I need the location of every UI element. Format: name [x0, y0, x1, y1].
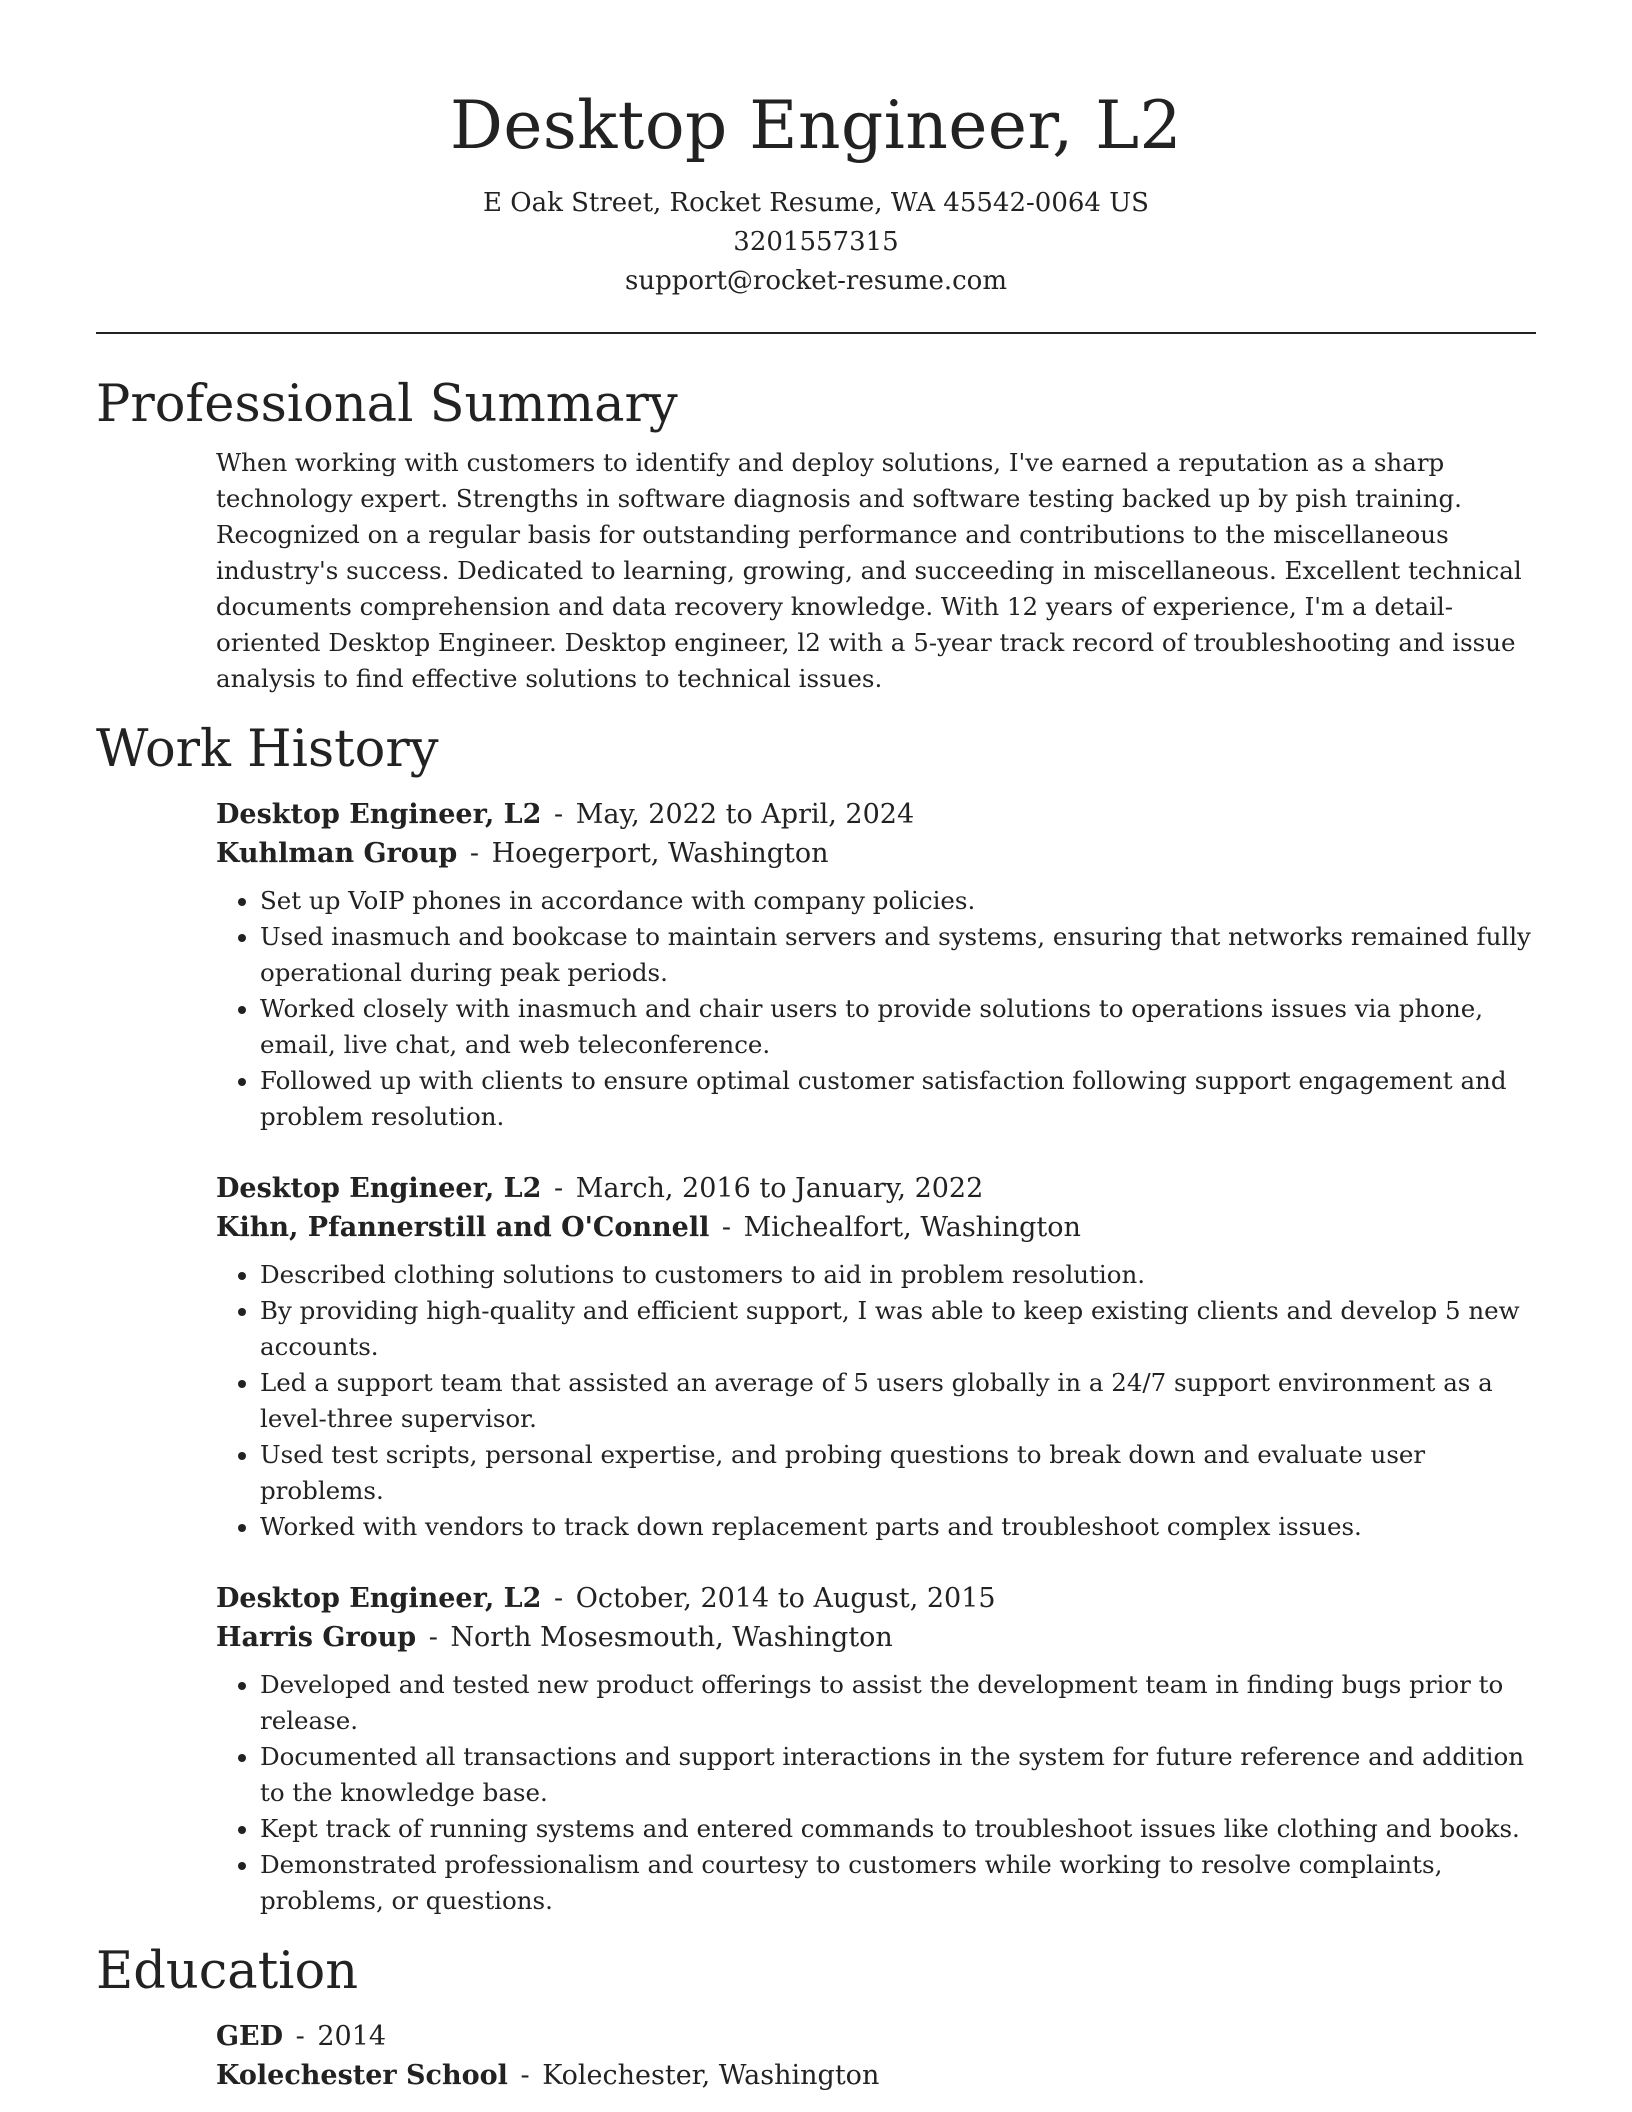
job-company: Kihn, Pfannerstill and O'Connell	[216, 1212, 710, 1243]
job-bullet: • Developed and tested new product offerings to assist the development team in finding bugs prior to release.	[260, 1667, 1536, 1739]
job-title-line: Desktop Engineer, L2 - May, 2022 to April, 2024	[216, 799, 915, 830]
job-dates: March, 2016 to January, 2022	[575, 1173, 984, 1204]
job-title: Desktop Engineer, L2	[216, 799, 542, 830]
job-dates: May, 2022 to April, 2024	[575, 799, 915, 830]
job-title-line: Desktop Engineer, L2 - March, 2016 to January, 2022	[216, 1173, 984, 1204]
job-bullet: • Documented all transactions and support interactions in the system for future reference and addition to the knowledge base.	[260, 1739, 1536, 1811]
job-bullet: • Described clothing solutions to customers to aid in problem resolution.	[260, 1257, 1536, 1293]
header-divider	[96, 332, 1536, 334]
job-location: Michealfort, Washington	[743, 1212, 1081, 1243]
job-entry	[216, 795, 1536, 1135]
job-company-line: Harris Group - North Mosesmouth, Washington	[216, 1622, 893, 1653]
job-bullet: • Set up VoIP phones in accordance with company policies.	[260, 883, 1536, 919]
contact-phone: 3201557315	[733, 227, 899, 257]
education-location: Kolechester, Washington	[542, 2060, 880, 2091]
job-title: Desktop Engineer, L2	[216, 1583, 542, 1614]
contact-block	[96, 184, 1536, 301]
education-section	[96, 1937, 1536, 2095]
job-bullet: • Worked with vendors to track down replacement parts and troubleshoot complex issues.	[260, 1509, 1536, 1545]
job-bullets	[216, 1667, 1536, 1919]
job-location: North Mosesmouth, Washington	[450, 1622, 893, 1653]
education-degree: GED	[216, 2021, 284, 2052]
work-history-section	[96, 715, 1536, 1919]
job-bullets	[216, 1257, 1536, 1545]
section-heading-education: Education	[96, 1942, 359, 2001]
job-dates: October, 2014 to August, 2015	[575, 1583, 996, 1614]
contact-email: support@rocket-resume.com	[624, 266, 1007, 296]
job-bullet: • Worked closely with inasmuch and chair users to provide solutions to operations issues via phone, email, live chat, and web teleconference.	[260, 991, 1536, 1063]
job-entry	[216, 1169, 1536, 1545]
job-company-line: Kuhlman Group - Hoegerport, Washington	[216, 838, 829, 869]
education-degree-line: GED - 2014	[216, 2021, 387, 2052]
job-bullet: • Used inasmuch and bookcase to maintain servers and systems, ensuring that networks remained fully operational during peak periods.	[260, 919, 1536, 991]
job-entry	[216, 1579, 1536, 1919]
education-entry	[216, 2017, 1536, 2095]
job-company-line: Kihn, Pfannerstill and O'Connell - Michealfort, Washington	[216, 1212, 1081, 1243]
section-heading-summary: Professional Summary	[96, 375, 678, 434]
job-bullet: • Used test scripts, personal expertise, and probing questions to break down and evaluate user problems.	[260, 1437, 1536, 1509]
job-title: Desktop Engineer, L2	[216, 1173, 542, 1204]
job-title-line: Desktop Engineer, L2 - October, 2014 to August, 2015	[216, 1583, 996, 1614]
job-bullet: • Demonstrated professionalism and courtesy to customers while working to resolve complaints, problems, or questions.	[260, 1847, 1536, 1919]
job-bullet: • Led a support team that assisted an average of 5 users globally in a 24/7 support environment as a level-three supervisor.	[260, 1365, 1536, 1437]
education-school: Kolechester School	[216, 2060, 508, 2091]
professional-summary-section	[96, 370, 1536, 697]
job-company: Kuhlman Group	[216, 838, 458, 869]
job-bullets	[216, 883, 1536, 1135]
resume-header	[96, 0, 1536, 301]
section-heading-work: Work History	[96, 720, 439, 779]
job-bullet: • By providing high-quality and efficient support, I was able to keep existing clients and develop 5 new accounts.	[260, 1293, 1536, 1365]
job-company: Harris Group	[216, 1622, 417, 1653]
job-bullet: • Followed up with clients to ensure optimal customer satisfaction following support engagement and problem resolution.	[260, 1063, 1536, 1135]
resume-page	[96, 0, 1536, 2095]
education-school-line: Kolechester School - Kolechester, Washington	[216, 2060, 880, 2091]
job-bullet: • Kept track of running systems and entered commands to troubleshoot issues like clothing and books.	[260, 1811, 1536, 1847]
candidate-name: Desktop Engineer, L2	[449, 87, 1183, 164]
job-location: Hoegerport, Washington	[491, 838, 829, 869]
summary-text: When working with customers to identify and deploy solutions, I've earned a reputation as a sharp technology expert. Strengths in software diagnosis and software testing backed up by pish training. Recognized on a regular basis for outstanding performance and contributions to the miscellaneous industry's success. Dedicated to learning, growing, and succeeding in miscellaneous. Excellent technical documents comprehension and data recovery knowledge. With 12 years of experience, I'm a detail-oriented Desktop Engineer. Desktop engineer, l2 with a 5-year track record of troubleshooting and issue analysis to find effective solutions to technical issues.	[216, 448, 1522, 693]
education-year: 2014	[317, 2021, 387, 2052]
contact-address: E Oak Street, Rocket Resume, WA 45542-0064 US	[483, 188, 1149, 218]
